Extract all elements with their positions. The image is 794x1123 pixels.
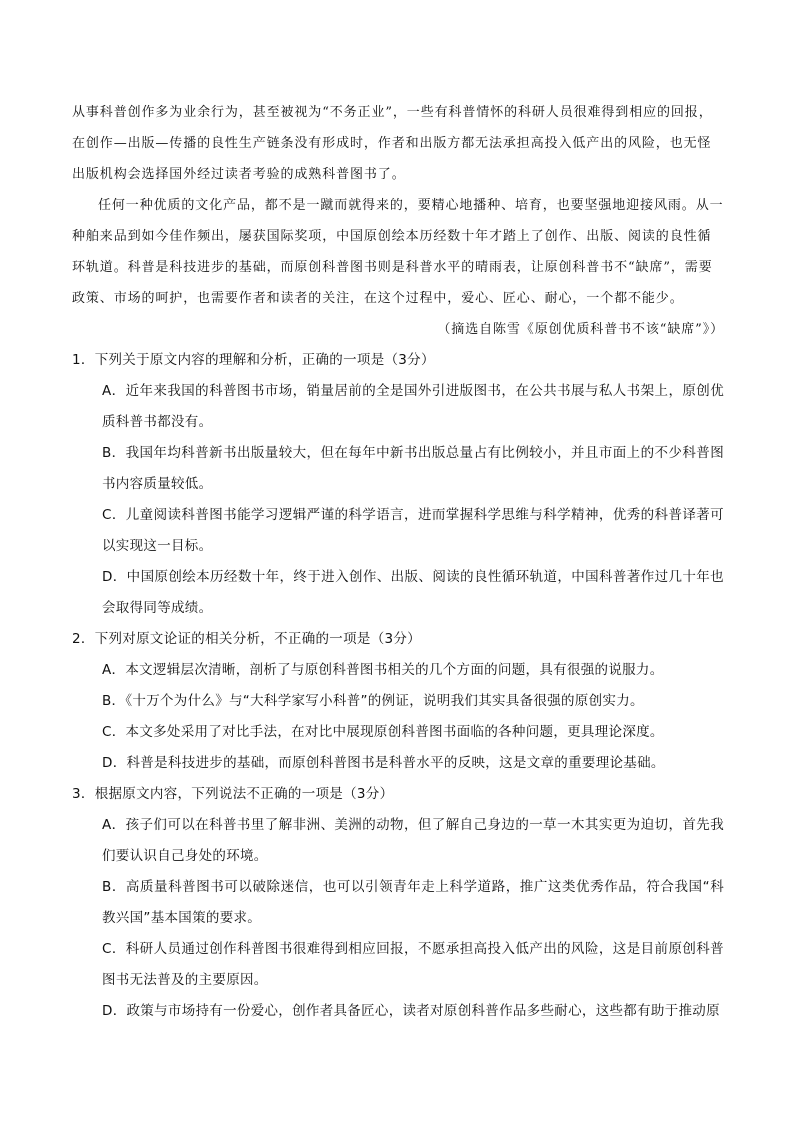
question-2 — [72, 624, 724, 779]
option-c: C．本文多处采用了对比手法，在对比中展现原创科普图书面临的各种问题，更具理论深度。 — [102, 724, 664, 740]
question-stem: 1．下列关于原文内容的理解和分析，正确的一项是（3分） — [72, 352, 435, 368]
option-d: D．科普是科技进步的基础，而原创科普图书是科普水平的反映，这是文章的重要理论基础。 — [102, 755, 665, 771]
option-d: D．中国原创绘本历经数十年，终于进入创作、出版、阅读的良性循环轨道，中国科普著作过几十年也会取得同等成绩。 — [102, 569, 724, 616]
option-b: B．我国年均科普新书出版量较大，但在每年中新书出版总量占有比例较小，并且市面上的不少科普图书内容质量较低。 — [102, 445, 724, 492]
option-a: A．近年来我国的科普图书市场，销量居前的全是国外引进版图书，在公共书展与私人书架上，原创优质科普书都没有。 — [102, 383, 724, 430]
option-c: C．科研人员通过创作科普图书很难得到相应回报，不愿承担高投入低产出的风险，这是目前原创科普图书无法普及的主要原因。 — [102, 941, 724, 988]
question-stem: 3．根据原文内容，下列说法不正确的一项是（3分） — [72, 786, 394, 802]
question-3 — [72, 779, 724, 1027]
option-b: B．《十万个为什么》与“大科学家写小科普”的例证，说明我们其实具备很强的原创实力。 — [102, 693, 644, 709]
option-d: D．政策与市场持有一份爱心，创作者具备匠心，读者对原创科普作品多些耐心，这些都有助于推动原 — [102, 1003, 720, 1019]
passage-source: （摘选自陈雪《原创优质科普书不该“缺席”》） — [437, 322, 724, 337]
option-b: B．高质量科普图书可以破除迷信，也可以引领青年走上科学道路，推广这类优秀作品，符合我国“科教兴国”基本国策的要求。 — [102, 879, 724, 926]
question-stem: 2．下列对原文论证的相关分析，不正确的一项是（3分） — [72, 631, 421, 647]
passage-paragraph-1: 从事科普创作多为业余行为，甚至被视为“不务正业”，一些有科普情怀的科研人员很难得到相应的回报，在创作—出版—传播的良性生产链条没有形成时，作者和出版方都无法承担高投入低产出的风险，也无怪出版机构会选择国外经过读者考验的成熟科普图书了。 — [72, 105, 713, 182]
question-list — [72, 345, 724, 1027]
question-1 — [72, 345, 724, 624]
reading-passage — [72, 97, 724, 345]
option-a: A．本文逻辑层次清晰，剖析了与原创科普图书相关的几个方面的问题，具有很强的说服力。 — [102, 662, 664, 678]
passage-paragraph-2: 任何一种优质的文化产品，都不是一蹴而就得来的，要精心地播种、培育，也要坚强地迎接风雨。从一种舶来品到如今佳作频出，屡获国际奖项，中国原创绘本历经数十年才踏上了创作、出版、阅读的良性循环轨道。科普是科技进步的基础，而原创科普图书则是科普水平的晴雨表，让原创科普书不“缺席”，需要政策、市场的呵护，也需要作者和读者的关注，在这个过程中，爱心、匠心、耐心，一个都不能少。 — [72, 198, 724, 306]
option-a: A．孩子们可以在科普书里了解非洲、美洲的动物，但了解自己身边的一草一木其实更为迫切，首先我们要认识自己身处的环境。 — [102, 817, 724, 864]
option-c: C．儿童阅读科普图书能学习逻辑严谨的科学语言，进而掌握科学思维与科学精神，优秀的科普译著可以实现这一目标。 — [102, 507, 724, 554]
